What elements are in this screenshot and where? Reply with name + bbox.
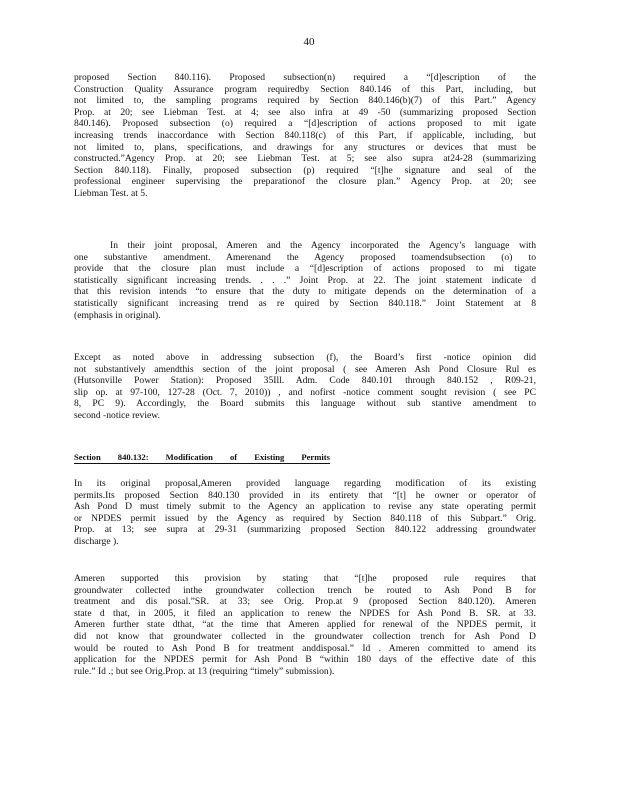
text-line: or NPDES permit issued by the Agency as required by Section 840.118 of this Subpart.” Orig. [74,512,536,524]
text-line: professional engineer supervising the preparationof the closure plan.” Agency Prop. at 20; see [74,176,536,188]
text-line: not substantively amendthis section of the joint proposal ( see Ameren Ash Pond Closure Rul es [74,363,536,375]
text-line: discharge ). [74,535,119,547]
text-line: Ameren supported this provision by stating that “[t]he proposed rule requires that [74,573,536,584]
text-line: did not know that groundwater collected in the groundwater collection trench for Ash Pond D [74,630,536,642]
paragraph-3 [74,352,536,422]
text-line: Section 840.118). Finally, proposed subsection (p) required “[t]he signature and seal of the [74,164,536,176]
text-line: state d that, in 2005, it filed an application to renew the NPDES for Ash Pond B. SR. at 33. [74,607,536,619]
text-line: (emphasis in original). [74,309,161,321]
text-line: (Hutsonville Power Station): Proposed 35Ill. Adm. Code 840.101 through 840.152 , R09-21, [74,375,536,387]
text-line: Prop. at 13; see supra at 29-31 (summarizing proposed Section 840.122 addressing groundwater [74,524,536,536]
text-line: constructed.”Agency Prop. at 20; see Liebman Test. at 5; see also supra at24-28 (summarizing [74,153,536,165]
text-line: statistically significant increasing trend as re quired by Section 840.118.” Joint Statement at 8 [74,297,536,309]
text-line: Except as noted above in addressing subsection (f), the Board’s first -notice opinion did [74,352,536,363]
paragraph-2 [74,240,536,321]
text-line: 8, PC 9). Accordingly, the Board submits this language without sub stantive amendment to [74,398,536,410]
text-line: Prop. at 20; see Liebman Test. at 4; see also infra at 49 -50 (summarizing proposed Section [74,106,536,118]
text-line: groundwater collected inthe groundwater collection trench be routed to Ash Pond B for [74,584,536,596]
text-line: provide that the closure plan must include a “[d]escription of actions proposed to mi tigate [74,263,536,275]
text-line: Ash Pond D must timely submit to the Agency an application to revise any state operating permit [74,501,536,513]
text-line: one substantive amendment. Amerenand the Agency proposed toamendsubsection (o) to [74,251,536,263]
text-line: statistically significant increasing trends. . . .” Joint Prop. at 22. The joint statement indicate d [74,274,536,286]
text-line: that this revision intends “to ensure that the duty to mitigate depends on the determination of a [74,286,536,298]
text-line: not limited to, the sampling programs required by Section 840.146(b)(7) of this Part.” Agency [74,95,536,107]
page-number: 40 [303,36,315,48]
text-line: not limited to, plans, specifications, and drawings for any structures or devices that must be [74,141,536,153]
section-heading: Section 840.132: Modification of Existing Permits [74,452,330,462]
text-line: Construction Quality Assurance program requiredby Section 840.146 of this Part, including, but [74,83,536,95]
text-line: would be routed to Ash Pond B for treatment anddisposal.” Id . Ameren committed to amend its [74,642,536,654]
text-line: increasing trends inaccordance with Section 840.118(c) of this Part, if applicable, including, but [74,129,536,141]
text-line: proposed Section 840.116). Proposed subsection(n) required a “[d]escription of the [74,72,536,83]
text-line: In its original proposal,Ameren provided language regarding modification of its existing [74,478,536,489]
paragraph-1 [74,72,536,200]
text-line: Liebman Test. at 5. [74,187,148,199]
text-line: treatment and dis posal.”SR. at 33; see Orig. Prop.at 9 (proposed Section 840.120). Ameren [74,596,536,608]
text-line: 840.146). Proposed subsection (o) required a “[d]escription of actions proposed to mit igate [74,118,536,130]
text-line: second -notice review. [74,409,160,421]
text-line: application for the NPDES permit for Ash Pond B “within 180 days of the effective date of this [74,654,536,666]
text-line: permits.Its proposed Section 840.130 provided in its entirety that “[t] he owner or operator of [74,489,536,501]
paragraph-5 [74,573,536,677]
text-line: Ameren further state dthat, “at the time that Ameren applied for renewal of the NPDES permit, it [74,619,536,631]
text-line: rule.” Id .; but see Orig.Prop. at 13 (requiring “timely” submission). [74,665,335,677]
paragraph-4 [74,478,536,548]
text-line: slip op. at 97-100, 127-28 (Oct. 7, 2010)) , and nofirst -notice comment sought revision ( see PC [74,386,536,398]
text-line: In their joint proposal, Ameren and the Agency incorporated the Agency’s language with [110,240,536,251]
